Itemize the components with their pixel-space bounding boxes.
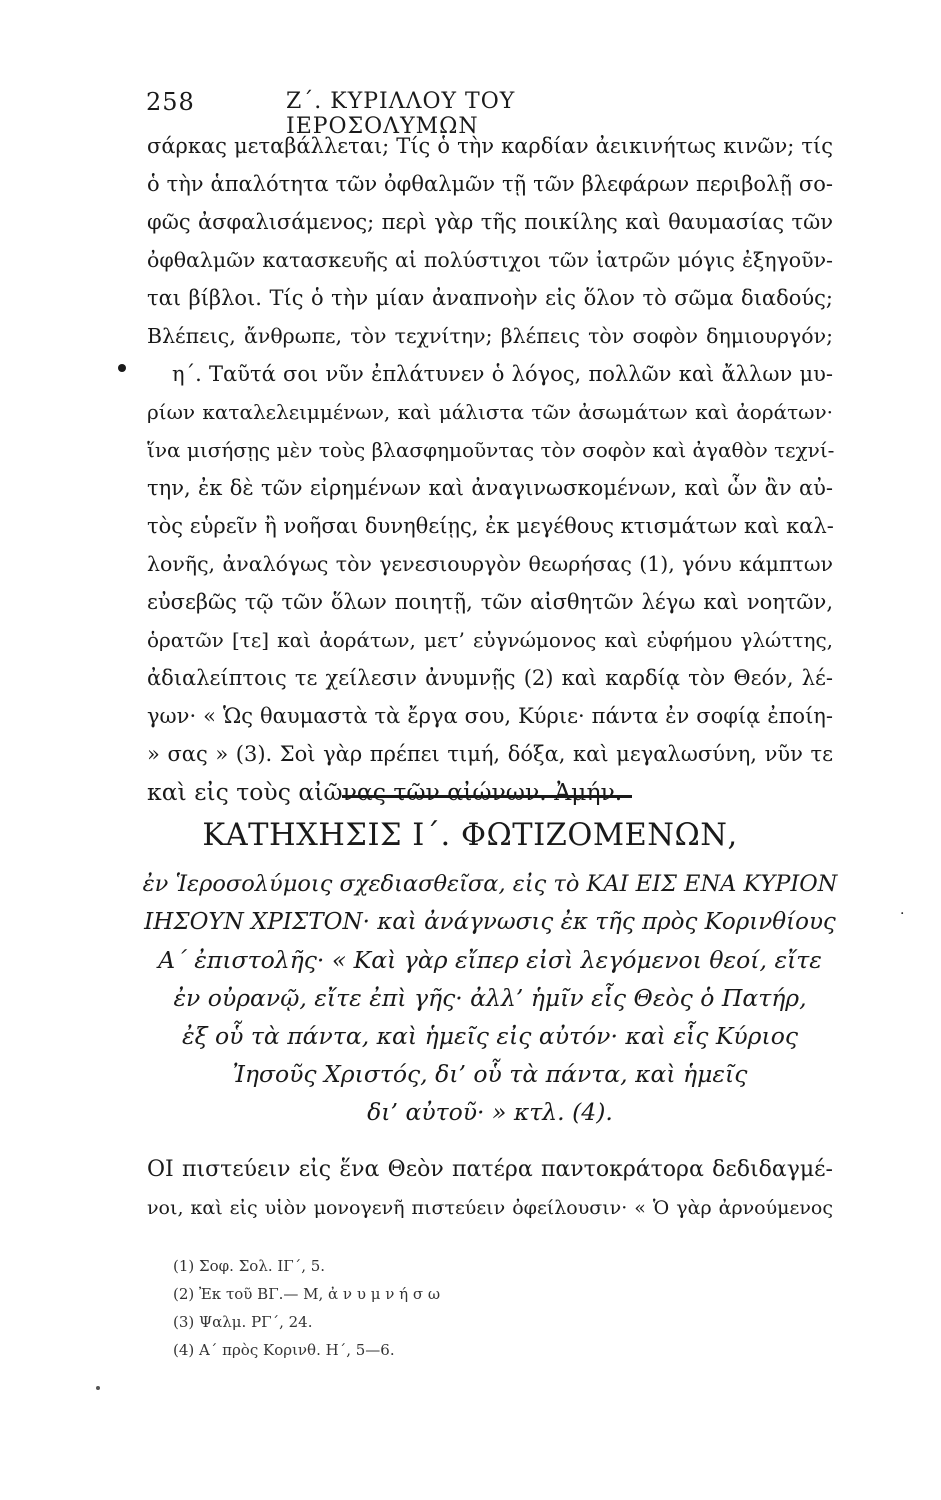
text-line: φῶς ἀσφαλισάμενος; περὶ γὰρ τῆς ποικίλης καὶ θαυμασίας τῶν: [147, 210, 833, 234]
margin-speck-mark: ·: [900, 906, 905, 922]
footnote: (4) Α΄ πρὸς Κορινθ. Η΄, 5—6.: [173, 1341, 395, 1359]
subtitle-line: ἐξ οὗ τὰ πάντα, καὶ ἡμεῖς εἰς αὐτόν· καὶ εἷς Κύριος: [181, 1022, 799, 1050]
footnote: (3) Ψαλμ. ΡΓ΄, 24.: [173, 1313, 313, 1331]
text-line: ρίων καταλελειμμένων, καὶ μάλιστα τῶν ἀσωμάτων καὶ ἀοράτων·: [147, 400, 833, 424]
subtitle-line: ΙΗΣΟΥΝ ΧΡΙΣΤΟΝ· καὶ ἀνάγνωσις ἐκ τῆς πρὸς Κορινθίους: [144, 909, 836, 935]
page-header: [146, 88, 706, 139]
text-line: » σας » (3). Σοὶ γὰρ πρέπει τιμή, δόξα, καὶ μεγαλωσύνη, νῦν τε: [147, 742, 833, 766]
text-line: λονῆς, ἀναλόγως τὸν γενεσιουργὸν θεωρήσας (1), γόνυ κάμπτων: [147, 552, 833, 576]
page-number: 258: [146, 88, 195, 116]
running-title: Ζ΄. ΚΥΡΙΛΛΟΥ ΤΟΥ ΙΕΡΟΣΟΛΥΜΩΝ: [286, 89, 516, 139]
text-line: τὸς εὑρεῖν ἢ νοῆσαι δυνηθείῃς, ἐκ μεγέθους κτισμάτων καὶ καλ-: [147, 514, 834, 538]
text-line: ὁ τὴν ἁπαλότητα τῶν ὀφθαλμῶν τῇ τῶν βλεφάρων περιβολῇ σο-: [147, 172, 833, 196]
text-line: σάρκας μεταβάλλεται; Τίς ὁ τὴν καρδίαν ἀεικινήτως κινῶν; τίς: [147, 134, 833, 158]
subtitle-line: δι’ αὐτοῦ· » κτλ. (4).: [367, 1098, 613, 1126]
text-line: την, ἐκ δὲ τῶν εἰρημένων καὶ ἀναγινωσκομένων, καὶ ὧν ἂν αὐ-: [147, 476, 833, 500]
text-line: ὁρατῶν [τε] καὶ ἀοράτων, μετ’ εὐγνώμονος καὶ εὐφήμου γλώττης,: [147, 628, 833, 652]
text-line: ὀφθαλμῶν κατασκευῆς αἱ πολύστιχοι τῶν ἰατρῶν μόγις ἐξηγοῦν-: [147, 248, 833, 272]
text-line: Βλέπεις, ἄνθρωπε, τὸν τεχνίτην; βλέπεις τὸν σοφὸν δημιουργόν;: [147, 324, 833, 348]
text-line: καὶ εἰς τοὺς αἰῶνας τῶν αἰώνων. Ἀμήν.: [147, 778, 623, 806]
text-line: ἀδιαλείπτοις τε χείλεσιν ἀνυμνῇς (2) καὶ καρδίᾳ τὸν Θεόν, λέ-: [147, 666, 833, 690]
text-line: νοι, καὶ εἰς υἱὸν μονογενῆ πιστεύειν ὀφείλουσιν· « Ὁ γὰρ ἀρνούμενος: [147, 1197, 833, 1219]
subtitle-line: Α΄ ἐπιστολῆς· « Καὶ γὰρ εἴπερ εἰσὶ λεγόμενοι θεοί, εἴτε: [158, 946, 822, 974]
text-line: εὐσεβῶς τῷ τῶν ὅλων ποιητῇ, τῶν αἰσθητῶν λέγω καὶ νοητῶν,: [147, 590, 833, 614]
text-line: ΟΙ πιστεύειν εἰς ἕνα Θεὸν πατέρα παντοκράτορα δεδιδαγμέ-: [147, 1157, 833, 1182]
section-title: ΚΑΤΗΧΗΣΙΣ Ι΄. ΦΩΤΙΖΟΜΕΝΩΝ,: [202, 818, 738, 853]
footnote: (1) Σοφ. Σολ. ΙΓ΄, 5.: [173, 1257, 326, 1275]
subtitle-line: Ἰησοῦς Χριστός, δι’ οὗ τὰ πάντα, καὶ ἡμεῖς: [232, 1060, 748, 1088]
text-line: ἵνα μισήσῃς μὲν τοὺς βλασφημοῦντας τὸν σοφὸν καὶ ἀγαθὸν τεχνί-: [147, 438, 835, 462]
text-line: γων· « Ὡς θαυμαστὰ τὰ ἔργα σου, Κύριε· πάντα ἐν σοφίᾳ ἐποίη-: [147, 704, 833, 728]
text-line: ται βίβλοι. Τίς ὁ τὴν μίαν ἀναπνοὴν εἰς ὅλον τὸ σῶμα διαδούς;: [147, 286, 833, 310]
margin-dot-mark: [96, 1386, 100, 1390]
footnote: (2) Ἐκ τοῦ ΒΓ.— Μ, ἀ ν υ μ ν ή σ ω: [173, 1285, 441, 1303]
subtitle-line: ἐν Ἱεροσολύμοις σχεδιασθεῖσα, εἰς τὸ ΚΑΙ ΕΙΣ ΕΝΑ ΚΥΡΙΟΝ: [142, 871, 838, 897]
text-line: η΄. Ταῦτά σοι νῦν ἐπλάτυνεν ὁ λόγος, πολλῶν καὶ ἄλλων μυ-: [172, 362, 833, 386]
section-divider: [342, 795, 632, 798]
margin-bullet-mark: [118, 364, 126, 372]
subtitle-line: ἐν οὐρανῷ, εἴτε ἐπὶ γῆς· ἀλλ’ ἡμῖν εἷς Θεὸς ὁ Πατήρ,: [173, 984, 807, 1012]
